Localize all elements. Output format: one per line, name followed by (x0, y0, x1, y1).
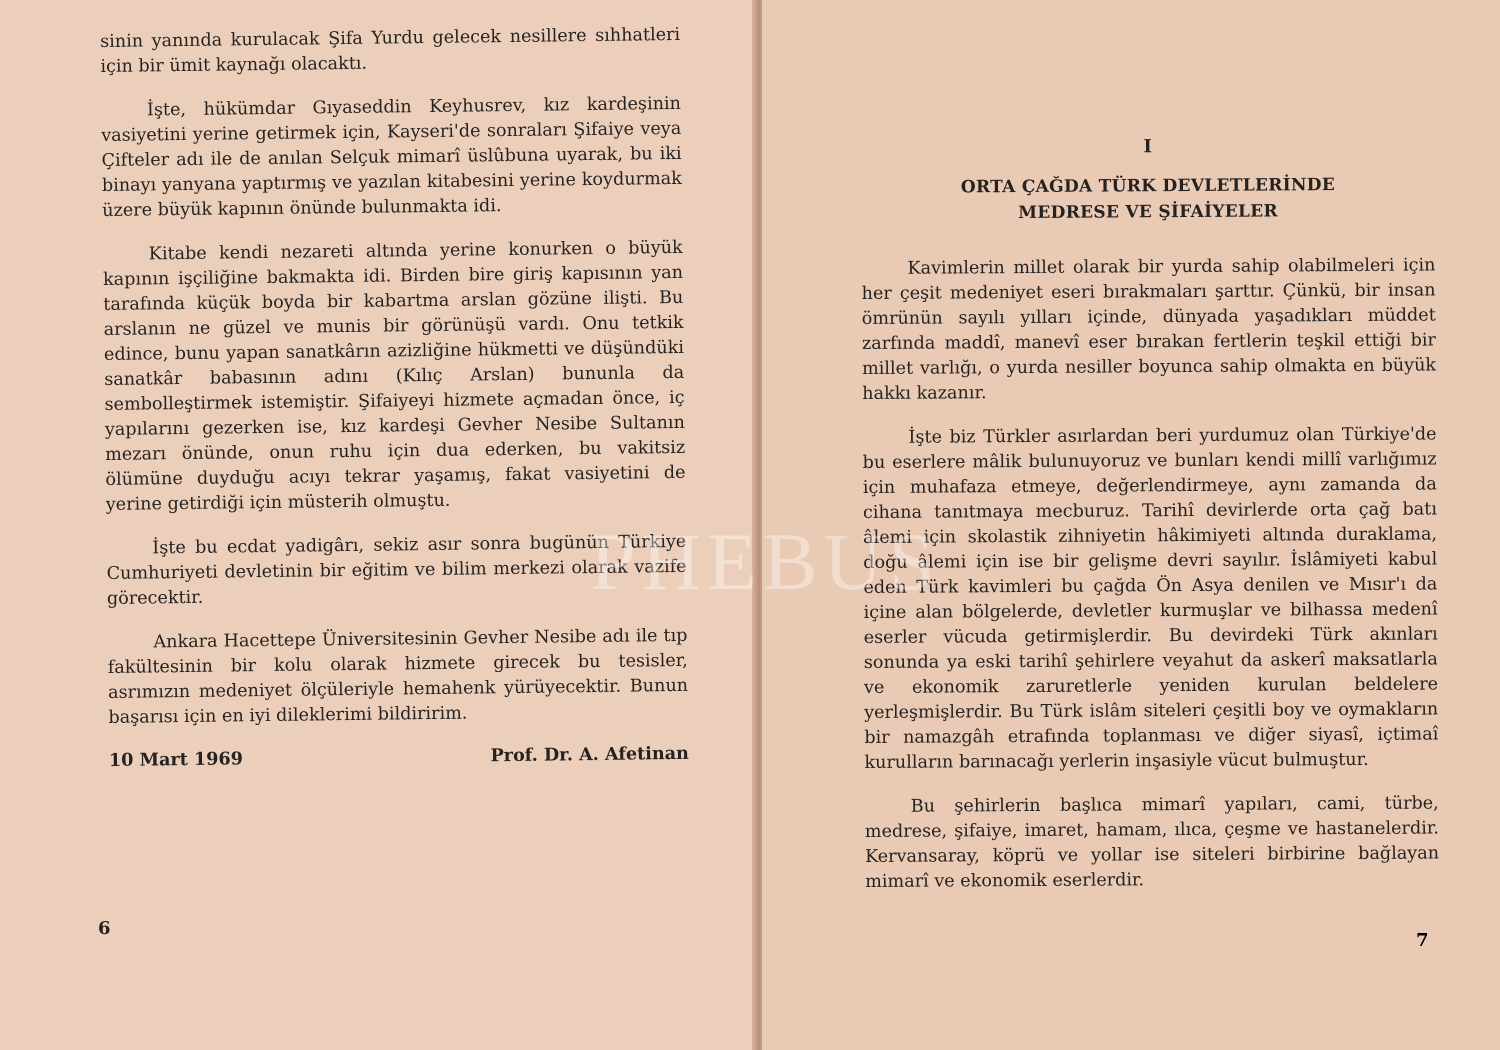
left-paragraph-3: Kitabe kendi nezareti altında yerine konurken o büyük kapının işçiliğine bakmakta idi. Birden bire giriş kapısının yan tarafında küçük boyda bir kabartma arslan gözüne ilişti. Bu arslanın ne güzel ve munis bir görünüşü vardı. Onu tetkik edince, bunu yapan sanatkârın azizliğine hükmetti ve düşündüki sanatkâr babasının adını (Kılıç Arslan) bununla da sembolleştirmek istemiştir. Şifaiyeyi hizmete açmadan önce, iç yapılarını gezerken ise, kız kardeşi Gevher Nesibe Sultanın mezarı önünde, onun ruhu için dua ederken, bu vakitsiz ölümüne duyduğu acıyı tekrar yaşamış, fakat vasiyetini de yerine getirdiği için müsterih olmuştu. (102, 237, 686, 515)
right-page (762, 0, 1500, 1050)
right-paragraph-2: İşte biz Türkler asırlardan beri yurdumuz olan Türkiye'de bu eserlere mâlik bulunuyoruz ve bunları kendi millî varlığımız için muhafaza etmeye, değerlendirmeye, aynı zamanda da cihana tanıtmaya mecburuz. Tarihî devirlerde orta çağ batı âlemi için skolastik zihniyetin hâkimiyeti altında duraklama, doğu âlemi için ise bir gelişme devri sayılır. İslâmiyeti kabul eden Türk kavimleri bu çağda Ön Asya denilen ve Mısır'ı da içine alan bölgelerde, devletler kurmuşlar ve bilhassa medenî eserler vücuda getirmişlerdir. Bu devirdeki Türk akınları sonunda ya eski tarihî şehirlere veyahut da askerî maksatlarla ve ekonomik zaruretlerle yeniden kurulan beldelere yerleşmişlerdir. Bu Türk islâm siteleri çeşitli boy ve oymakların bir namazgâh etrafında toplanması ve diğer siyasî, içtimaî kurulların barınacağı yerlerin inşasiyle vücut bulmuştur. (862, 424, 1439, 773)
page-number-right: 7 (1416, 930, 1429, 951)
left-paragraph-4: İşte bu ecdat yadigârı, sekiz asır sonra bugünün Türkiye Cumhuriyeti devletinin bir eğitim ve bilim merkezi olarak vazife görecektir. (106, 531, 687, 609)
left-page-text (100, 23, 689, 771)
signature-date: 10 Mart 1969 (108, 748, 244, 771)
left-paragraph-1: sinin yanında kurulacak Şifa Yurdu gelecek nesillere sıhhatleri için bir ümit kaynağı olacaktı. (100, 24, 681, 77)
left-paragraph-2: İşte, hükümdar Gıyaseddin Keyhusrev, kız kardeşinin vasiyetini yerine getirmek için, Kayseri'de sonraları Şifaiye veya Çifteler adı ile de anılan Selçuk mimarî üslûbuna uyarak, bu iki binayı yanyana yaptırmış ve yazılan kitabesini yerine koydurmak üzere büyük kapının önünde bulunmakta idi. (101, 93, 682, 221)
signature-author: Prof. Dr. A. Afetinan (490, 742, 690, 767)
chapter-number: I (1143, 136, 1152, 158)
signature-line (109, 743, 689, 771)
page-number-left: 6 (98, 918, 111, 939)
chapter-title (861, 171, 1435, 227)
chapter-title-line-1: ORTA ÇAĞDA TÜRK DEVLETLERİNDE (960, 175, 1336, 198)
right-paragraph-1: Kavimlerin millet olarak bir yurda sahip olabilmeleri için her çeşit medeniyet eseri bırakmaları şarttır. Çünkü, bir insan ömrünün sayılı yılları içinde, dünyada yaşadıkları müddet zarfında maddî, manevî eser bırakan fertlerin teşkil ettiği bir millet varlığı, o yurda nesiller boyunca sahip olmakta en büyük hakkı kazanır. (861, 255, 1437, 404)
right-page-text (860, 26, 1439, 913)
left-paragraph-5: Ankara Hacettepe Üniversitesinin Gevher Nesibe adı ile tıp fakültesinin bir kolu olarak hizmete girecek bu tesisler, asrımızın medeniyet ölçüleriyle hemahenk yürüyecektir. Bunun başarısı için en iyi dileklerimi bildiririm. (107, 625, 689, 728)
watermark-logo: PHEBUS (590, 516, 941, 607)
right-paragraph-3: Bu şehirlerin başlıca mimarî yapıları, cami, türbe, medrese, şifaiye, imaret, hamam, ılıca, çeşme ve hastanelerdir. Kervansaray, köprü ve yollar ise siteleri birbirine bağlayan mimarî ve ekonomik eserlerdir. (864, 793, 1440, 892)
chapter-title-line-2: MEDRESE VE ŞİFAİYELER (1018, 201, 1279, 224)
